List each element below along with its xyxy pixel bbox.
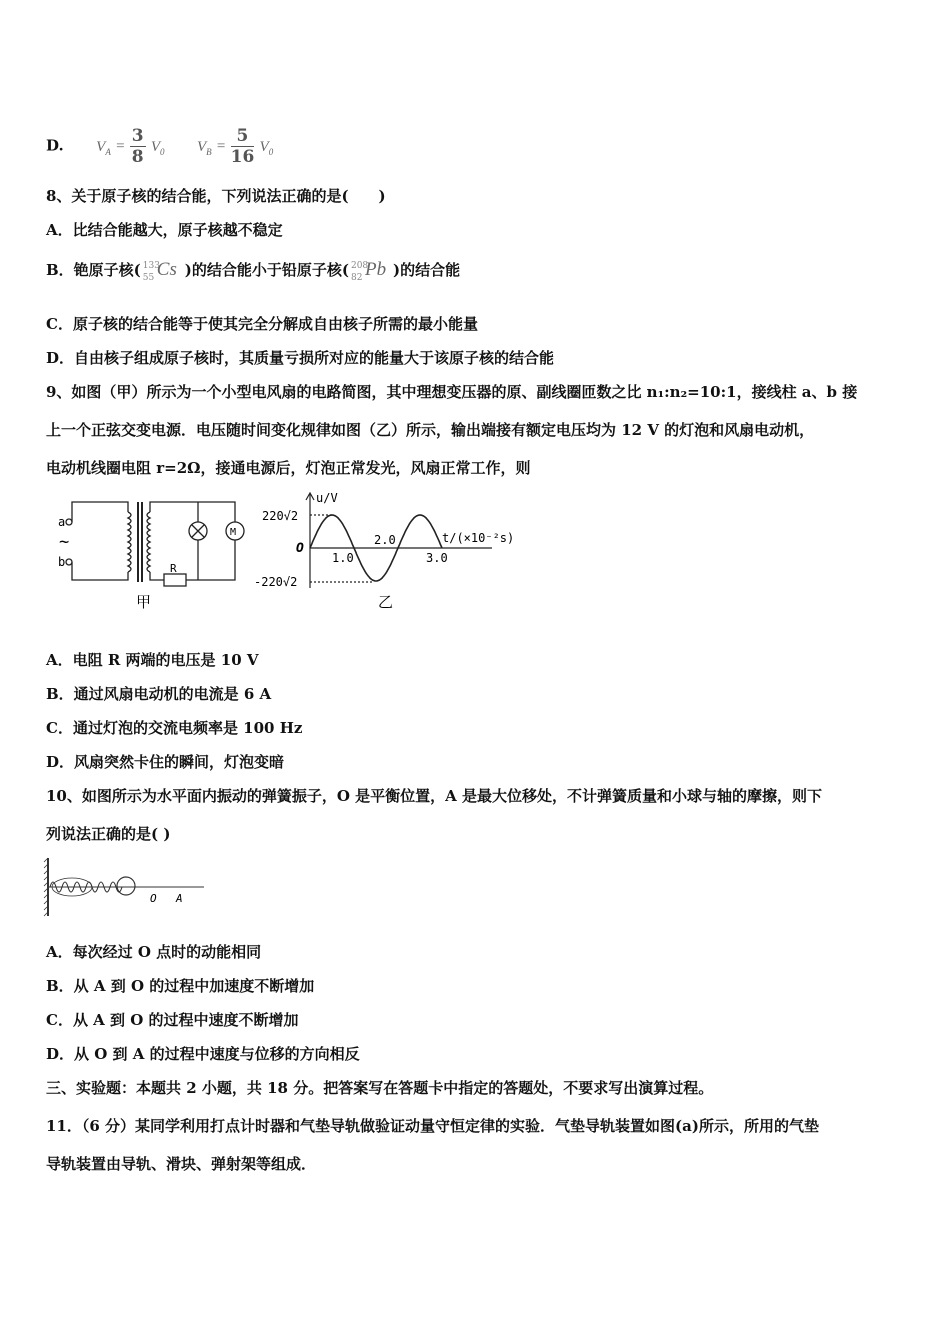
q10-option-c: C．从 A 到 O 的过程中速度不断增加 (46, 1011, 299, 1029)
terminal-a-dot (66, 519, 72, 525)
y-min-label: -220√2 (254, 575, 298, 589)
q8-option-a: A．比结合能越大，原子核越不稳定 (46, 221, 283, 239)
vb-symbol: $V_B$ (197, 138, 212, 157)
q9-option-a: A．电阻 R 两端的电压是 10 V (46, 651, 259, 669)
section3-heading: 三、实验题：本题共 2 小题，共 18 分。把答案写在答题卡中指定的答题处，不要求写出演算过程。 (46, 1079, 714, 1097)
resistor-r (164, 574, 186, 586)
pb-nuclide: 208 82 Pb (350, 259, 387, 283)
x-tick-3: 3.0 (426, 551, 448, 565)
q8-option-c: C．原子核的结合能等于使其完全分解成自由核子所需的最小能量 (46, 315, 478, 333)
va-symbol: $V_A$ (96, 138, 111, 157)
q7-d-label: D. (46, 136, 64, 155)
q10-option-b: B．从 A 到 O 的过程中加速度不断增加 (46, 977, 315, 995)
fraction-5-16: $\frac{5}{16}$ (230, 126, 255, 167)
voltage-graph-yi (252, 490, 532, 614)
q9-stem-line2: 上一个正弦交变电源．电压随时间变化规律如图（乙）所示，输出端接有额定电压均为 12 V 的灯泡和风扇电动机， (46, 421, 815, 439)
terminal-b-dot (66, 559, 72, 565)
circuit-diagram-jia (50, 494, 250, 616)
equals-sign-1: = (116, 138, 125, 155)
caption-jia: 甲 (136, 593, 152, 611)
q8-option-d: D．自由核子组成原子核时，其质量亏损所对应的能量大于该原子核的结合能 (46, 349, 555, 367)
q11-stem-line2: 导轨装置由导轨、滑块、弹射架等组成． (46, 1155, 317, 1173)
fraction-3-8: $\frac{3}{8}$ (131, 126, 144, 167)
q7-option-d (46, 126, 273, 167)
y-max-label: 220√2 (262, 509, 299, 523)
q9-option-c: C．通过灯泡的交流电频率是 100 Hz (46, 719, 303, 737)
y-axis-label: u/V (316, 491, 338, 505)
q9-option-b: B．通过风扇电动机的电流是 6 A (46, 685, 272, 703)
origin-label: O (296, 541, 304, 556)
q9-stem-line1: 9、如图（甲）所示为一个小型电风扇的电路简图，其中理想变压器的原、副线圈匝数之比 n₁:n₂=10:1，接线柱 a、b 接 (46, 383, 858, 401)
x-tick-1: 1.0 (332, 551, 354, 565)
x-tick-2: 2.0 (374, 533, 396, 547)
x-axis-label: t/(×10⁻²s) (442, 531, 515, 545)
q11-stem-line1: 11．（6 分）某同学利用打点计时器和气垫导轨做验证动量守恒定律的实验．气垫导轨装置如图(a)所示，所用的气垫 (46, 1117, 819, 1135)
terminal-a-label: a (58, 515, 66, 529)
point-o-label: O (150, 892, 157, 905)
primary-coil (128, 512, 131, 572)
ac-source-symbol: ~ (59, 532, 70, 552)
q9-stem-line3: 电动机线圈电阻 r=2Ω，接通电源后，灯泡正常发光，风扇正常工作，则 (46, 459, 531, 477)
motor-label: M (230, 527, 237, 538)
terminal-b-label: b (58, 555, 66, 569)
v0-symbol-1: $V_0$ (150, 138, 165, 157)
point-a-label: A (176, 892, 183, 905)
caption-yi: 乙 (378, 593, 394, 611)
secondary-coil (147, 512, 150, 572)
ball (117, 877, 135, 895)
resistor-label: R (170, 562, 177, 575)
q8-stem: 8、关于原子核的结合能，下列说法正确的是( ) (46, 187, 386, 205)
v0-symbol-2: $V_0$ (259, 138, 274, 157)
q10-option-d: D．从 O 到 A 的过程中速度与位移的方向相反 (46, 1045, 360, 1063)
q10-stem-line2: 列说法正确的是( ) (46, 825, 171, 843)
q10-option-a: A．每次经过 O 点时的动能相同 (46, 943, 262, 961)
q9-option-d: D．风扇突然卡住的瞬间，灯泡变暗 (46, 753, 285, 771)
cs-nuclide: 133 55 Cs (142, 259, 177, 283)
spring-oscillator-figure (42, 856, 212, 920)
q8-option-b: B．铯原子核( 133 55 Cs )的结合能小于铅原子核( 208 82 Pb )的结合能 (46, 256, 460, 286)
q10-stem-line1: 10、如图所示为水平面内振动的弹簧振子，O 是平衡位置，A 是最大位移处，不计弹簧质量和小球与轴的摩擦，则下 (46, 787, 823, 805)
equals-sign-2: = (216, 138, 226, 155)
